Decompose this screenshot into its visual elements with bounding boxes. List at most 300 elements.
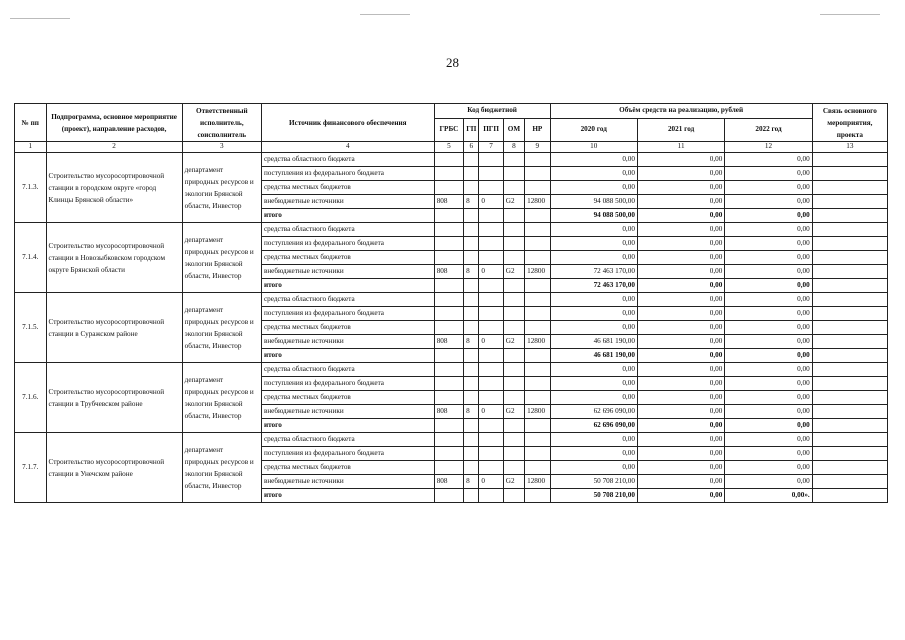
amount-y2020: 0,00	[550, 223, 637, 237]
link-cell	[812, 405, 887, 419]
code-om	[503, 363, 524, 377]
code-pgp	[479, 363, 503, 377]
amount-y2021: 0,00	[637, 321, 724, 335]
header-2020: 2020 год	[550, 119, 637, 142]
total-label: итого	[261, 349, 434, 363]
column-number: 4	[261, 142, 434, 153]
amount-y2022: 0,00	[725, 307, 812, 321]
code-np	[525, 293, 550, 307]
code-om	[503, 223, 524, 237]
budget-table	[14, 103, 888, 503]
code-grbs: 808	[434, 195, 463, 209]
executor-name: департамент природных ресурсов и экологии Брянской области, Инвестор	[182, 433, 261, 503]
code-gp: 8	[464, 475, 479, 489]
code-pgp: 0	[479, 475, 503, 489]
amount-y2021: 0,00	[637, 419, 724, 433]
code-grbs: 808	[434, 335, 463, 349]
code-gp	[464, 447, 479, 461]
table-row	[15, 363, 888, 377]
code-gp	[464, 321, 479, 335]
code-gp	[464, 209, 479, 223]
column-number: 11	[637, 142, 724, 153]
amount-y2020: 94 088 500,00	[550, 209, 637, 223]
funding-source: внебюджетные источники	[261, 195, 434, 209]
code-om: G2	[503, 195, 524, 209]
code-gp	[464, 293, 479, 307]
link-cell	[812, 279, 887, 293]
code-om	[503, 167, 524, 181]
link-cell	[812, 307, 887, 321]
executor-name: департамент природных ресурсов и экологии Брянской области, Инвестор	[182, 293, 261, 363]
amount-y2020: 0,00	[550, 237, 637, 251]
amount-y2021: 0,00	[637, 447, 724, 461]
amount-y2021: 0,00	[637, 475, 724, 489]
column-number: 10	[550, 142, 637, 153]
amount-y2022: 0,00	[725, 251, 812, 265]
code-om: G2	[503, 475, 524, 489]
code-om	[503, 237, 524, 251]
amount-y2020: 72 463 170,00	[550, 279, 637, 293]
code-grbs	[434, 279, 463, 293]
code-pgp	[479, 209, 503, 223]
code-np: 12800	[525, 405, 550, 419]
amount-y2020: 0,00	[550, 363, 637, 377]
amount-y2022: 0,00	[725, 293, 812, 307]
amount-y2022: 0,00	[725, 209, 812, 223]
amount-y2022: 0,00	[725, 475, 812, 489]
table-row	[15, 293, 888, 307]
amount-y2022: 0,00	[725, 433, 812, 447]
code-grbs: 808	[434, 405, 463, 419]
amount-y2021: 0,00	[637, 489, 724, 503]
code-grbs	[434, 363, 463, 377]
code-pgp	[479, 279, 503, 293]
code-om: G2	[503, 405, 524, 419]
code-gp	[464, 433, 479, 447]
code-grbs	[434, 223, 463, 237]
funding-source: средства местных бюджетов	[261, 391, 434, 405]
column-number: 8	[503, 142, 524, 153]
code-np	[525, 223, 550, 237]
code-np: 12800	[525, 195, 550, 209]
code-pgp	[479, 419, 503, 433]
link-cell	[812, 489, 887, 503]
column-number: 9	[525, 142, 550, 153]
code-pgp	[479, 349, 503, 363]
link-cell	[812, 419, 887, 433]
code-pgp: 0	[479, 405, 503, 419]
amount-y2020: 0,00	[550, 167, 637, 181]
amount-y2020: 94 088 500,00	[550, 195, 637, 209]
code-pgp	[479, 447, 503, 461]
code-np	[525, 321, 550, 335]
code-grbs	[434, 391, 463, 405]
amount-y2020: 0,00	[550, 433, 637, 447]
amount-y2020: 50 708 210,00	[550, 489, 637, 503]
funding-source: поступления из федерального бюджета	[261, 447, 434, 461]
code-np	[525, 447, 550, 461]
code-np	[525, 209, 550, 223]
code-np: 12800	[525, 335, 550, 349]
code-pgp	[479, 461, 503, 475]
scan-edge-mark	[360, 14, 410, 15]
table-body	[15, 153, 888, 503]
amount-y2022: 0,00	[725, 363, 812, 377]
code-om: G2	[503, 265, 524, 279]
code-np	[525, 391, 550, 405]
code-om	[503, 251, 524, 265]
amount-y2022: 0,00	[725, 349, 812, 363]
amount-y2020: 62 696 090,00	[550, 405, 637, 419]
column-number-row	[15, 142, 888, 153]
code-pgp	[479, 167, 503, 181]
amount-y2022: 0,00	[725, 335, 812, 349]
table-row	[15, 433, 888, 447]
amount-y2020: 0,00	[550, 251, 637, 265]
amount-y2021: 0,00	[637, 307, 724, 321]
amount-y2022: 0,00	[725, 447, 812, 461]
funding-source: средства местных бюджетов	[261, 321, 434, 335]
link-cell	[812, 153, 887, 167]
code-grbs	[434, 237, 463, 251]
header-2021: 2021 год	[637, 119, 724, 142]
code-gp: 8	[464, 265, 479, 279]
code-gp	[464, 279, 479, 293]
code-np	[525, 419, 550, 433]
amount-y2021: 0,00	[637, 153, 724, 167]
code-om	[503, 489, 524, 503]
header-volume: Объём средств на реализацию, рублей	[550, 104, 812, 119]
amount-y2021: 0,00	[637, 195, 724, 209]
funding-source: средства местных бюджетов	[261, 181, 434, 195]
amount-y2021: 0,00	[637, 293, 724, 307]
scan-edge-mark	[820, 14, 880, 15]
page-number: 28	[446, 55, 459, 70]
code-pgp	[479, 153, 503, 167]
code-gp	[464, 181, 479, 195]
code-om	[503, 461, 524, 475]
link-cell	[812, 209, 887, 223]
code-gp: 8	[464, 335, 479, 349]
total-label: итого	[261, 209, 434, 223]
code-pgp	[479, 223, 503, 237]
amount-y2020: 0,00	[550, 447, 637, 461]
code-om	[503, 153, 524, 167]
amount-y2020: 0,00	[550, 461, 637, 475]
measure-name: Строительство мусоросортировочной станции в Трубчевском районе	[46, 363, 182, 433]
code-np	[525, 363, 550, 377]
link-cell	[812, 167, 887, 181]
code-pgp	[479, 237, 503, 251]
amount-y2021: 0,00	[637, 209, 724, 223]
code-gp	[464, 377, 479, 391]
funding-source: внебюджетные источники	[261, 265, 434, 279]
link-cell	[812, 321, 887, 335]
code-gp	[464, 391, 479, 405]
header-np: НР	[525, 119, 550, 142]
header-gp: ГП	[464, 119, 479, 142]
code-om	[503, 181, 524, 195]
executor-name: департамент природных ресурсов и экологии Брянской области, Инвестор	[182, 153, 261, 223]
code-om	[503, 447, 524, 461]
link-cell	[812, 391, 887, 405]
amount-y2022: 0,00».	[725, 489, 812, 503]
code-pgp	[479, 489, 503, 503]
header-budget-code: Код бюджетной	[434, 104, 550, 119]
link-cell	[812, 461, 887, 475]
amount-y2021: 0,00	[637, 391, 724, 405]
amount-y2022: 0,00	[725, 237, 812, 251]
measure-name: Строительство мусоросортировочной станции в городском округе «город Клинцы Брянской области»	[46, 153, 182, 223]
code-pgp	[479, 321, 503, 335]
amount-y2022: 0,00	[725, 377, 812, 391]
code-gp	[464, 237, 479, 251]
code-pgp	[479, 377, 503, 391]
header-om: ОМ	[503, 119, 524, 142]
amount-y2021: 0,00	[637, 363, 724, 377]
code-grbs	[434, 419, 463, 433]
code-grbs: 808	[434, 265, 463, 279]
measure-name: Строительство мусоросортировочной станции в Суражском районе	[46, 293, 182, 363]
link-cell	[812, 293, 887, 307]
code-om	[503, 391, 524, 405]
code-om	[503, 377, 524, 391]
row-number: 7.1.3.	[15, 153, 47, 223]
code-pgp: 0	[479, 265, 503, 279]
amount-y2020: 0,00	[550, 153, 637, 167]
executor-name: департамент природных ресурсов и экологии Брянской области, Инвестор	[182, 223, 261, 293]
code-np: 12800	[525, 475, 550, 489]
code-np: 12800	[525, 265, 550, 279]
row-number: 7.1.4.	[15, 223, 47, 293]
amount-y2021: 0,00	[637, 279, 724, 293]
amount-y2021: 0,00	[637, 335, 724, 349]
amount-y2020: 0,00	[550, 377, 637, 391]
link-cell	[812, 377, 887, 391]
code-gp	[464, 167, 479, 181]
amount-y2022: 0,00	[725, 461, 812, 475]
column-number: 2	[46, 142, 182, 153]
funding-source: средства областного бюджета	[261, 293, 434, 307]
row-number: 7.1.5.	[15, 293, 47, 363]
measure-name: Строительство мусоросортировочной станции в Новозыбковском городском округе Брянской области	[46, 223, 182, 293]
amount-y2022: 0,00	[725, 321, 812, 335]
amount-y2022: 0,00	[725, 167, 812, 181]
code-pgp	[479, 251, 503, 265]
code-pgp	[479, 293, 503, 307]
amount-y2021: 0,00	[637, 223, 724, 237]
header-source: Источник финансового обеспечения	[261, 104, 434, 142]
column-number: 5	[434, 142, 463, 153]
code-grbs	[434, 293, 463, 307]
scan-edge-mark	[10, 18, 70, 19]
link-cell	[812, 433, 887, 447]
code-np	[525, 251, 550, 265]
funding-source: средства областного бюджета	[261, 363, 434, 377]
link-cell	[812, 447, 887, 461]
amount-y2021: 0,00	[637, 181, 724, 195]
header-num: № пп	[15, 104, 47, 142]
code-om	[503, 419, 524, 433]
code-gp: 8	[464, 195, 479, 209]
column-number: 1	[15, 142, 47, 153]
code-gp	[464, 489, 479, 503]
amount-y2021: 0,00	[637, 461, 724, 475]
funding-source: поступления из федерального бюджета	[261, 307, 434, 321]
code-np	[525, 153, 550, 167]
funding-source: внебюджетные источники	[261, 335, 434, 349]
code-om	[503, 321, 524, 335]
amount-y2022: 0,00	[725, 419, 812, 433]
code-np	[525, 489, 550, 503]
amount-y2022: 0,00	[725, 391, 812, 405]
header-subprogram: Подпрограмма, основное мероприятие (проект), направление расходов,	[46, 104, 182, 142]
code-gp	[464, 461, 479, 475]
amount-y2022: 0,00	[725, 153, 812, 167]
link-cell	[812, 251, 887, 265]
code-grbs	[434, 209, 463, 223]
code-gp: 8	[464, 405, 479, 419]
funding-source: средства областного бюджета	[261, 153, 434, 167]
amount-y2020: 0,00	[550, 321, 637, 335]
code-np	[525, 181, 550, 195]
code-om: G2	[503, 335, 524, 349]
code-gp	[464, 419, 479, 433]
code-np	[525, 237, 550, 251]
funding-source: средства областного бюджета	[261, 433, 434, 447]
amount-y2020: 50 708 210,00	[550, 475, 637, 489]
table-row	[15, 223, 888, 237]
amount-y2020: 0,00	[550, 293, 637, 307]
link-cell	[812, 335, 887, 349]
code-np	[525, 307, 550, 321]
total-label: итого	[261, 489, 434, 503]
code-grbs	[434, 489, 463, 503]
column-number: 12	[725, 142, 812, 153]
code-grbs	[434, 433, 463, 447]
code-np	[525, 167, 550, 181]
code-grbs	[434, 167, 463, 181]
code-pgp: 0	[479, 335, 503, 349]
code-gp	[464, 363, 479, 377]
code-grbs	[434, 307, 463, 321]
code-pgp	[479, 433, 503, 447]
column-number: 7	[479, 142, 503, 153]
header-pgp: ПГП	[479, 119, 503, 142]
code-grbs	[434, 349, 463, 363]
column-number: 13	[812, 142, 887, 153]
amount-y2021: 0,00	[637, 405, 724, 419]
amount-y2021: 0,00	[637, 377, 724, 391]
row-number: 7.1.7.	[15, 433, 47, 503]
amount-y2021: 0,00	[637, 251, 724, 265]
code-om	[503, 209, 524, 223]
code-np	[525, 461, 550, 475]
code-grbs	[434, 153, 463, 167]
link-cell	[812, 237, 887, 251]
code-om	[503, 307, 524, 321]
code-pgp	[479, 307, 503, 321]
code-gp	[464, 153, 479, 167]
code-pgp	[479, 391, 503, 405]
code-om	[503, 349, 524, 363]
funding-source: внебюджетные источники	[261, 405, 434, 419]
code-grbs	[434, 447, 463, 461]
code-grbs	[434, 321, 463, 335]
amount-y2020: 0,00	[550, 181, 637, 195]
amount-y2020: 62 696 090,00	[550, 419, 637, 433]
code-np	[525, 349, 550, 363]
amount-y2022: 0,00	[725, 265, 812, 279]
code-om	[503, 293, 524, 307]
funding-source: внебюджетные источники	[261, 475, 434, 489]
link-cell	[812, 223, 887, 237]
funding-source: средства областного бюджета	[261, 223, 434, 237]
code-np	[525, 433, 550, 447]
executor-name: департамент природных ресурсов и экологии Брянской области, Инвестор	[182, 363, 261, 433]
link-cell	[812, 181, 887, 195]
code-om	[503, 279, 524, 293]
code-np	[525, 377, 550, 391]
table-row	[15, 153, 888, 167]
amount-y2022: 0,00	[725, 405, 812, 419]
code-gp	[464, 251, 479, 265]
amount-y2020: 72 463 170,00	[550, 265, 637, 279]
amount-y2022: 0,00	[725, 223, 812, 237]
amount-y2021: 0,00	[637, 349, 724, 363]
link-cell	[812, 363, 887, 377]
header-2022: 2022 год	[725, 119, 812, 142]
funding-source: поступления из федерального бюджета	[261, 167, 434, 181]
code-gp	[464, 349, 479, 363]
code-grbs: 808	[434, 475, 463, 489]
funding-source: средства местных бюджетов	[261, 461, 434, 475]
header-grbs: ГРБС	[434, 119, 463, 142]
code-grbs	[434, 181, 463, 195]
amount-y2020: 0,00	[550, 391, 637, 405]
link-cell	[812, 265, 887, 279]
code-om	[503, 433, 524, 447]
code-np	[525, 279, 550, 293]
amount-y2022: 0,00	[725, 181, 812, 195]
code-pgp: 0	[479, 195, 503, 209]
header-executor: Ответственный исполнитель, соисполнитель	[182, 104, 261, 142]
link-cell	[812, 475, 887, 489]
amount-y2021: 0,00	[637, 433, 724, 447]
link-cell	[812, 195, 887, 209]
code-gp	[464, 307, 479, 321]
code-grbs	[434, 377, 463, 391]
amount-y2021: 0,00	[637, 167, 724, 181]
funding-source: поступления из федерального бюджета	[261, 377, 434, 391]
header-link: Связь основного мероприятия, проекта	[812, 104, 887, 142]
link-cell	[812, 349, 887, 363]
amount-y2022: 0,00	[725, 279, 812, 293]
total-label: итого	[261, 279, 434, 293]
amount-y2020: 0,00	[550, 307, 637, 321]
amount-y2020: 46 681 190,00	[550, 349, 637, 363]
funding-source: поступления из федерального бюджета	[261, 237, 434, 251]
total-label: итого	[261, 419, 434, 433]
measure-name: Строительство мусоросортировочной станции в Унечском районе	[46, 433, 182, 503]
code-pgp	[479, 181, 503, 195]
row-number: 7.1.6.	[15, 363, 47, 433]
column-number: 6	[464, 142, 479, 153]
amount-y2021: 0,00	[637, 237, 724, 251]
amount-y2020: 46 681 190,00	[550, 335, 637, 349]
column-number: 3	[182, 142, 261, 153]
code-gp	[464, 223, 479, 237]
